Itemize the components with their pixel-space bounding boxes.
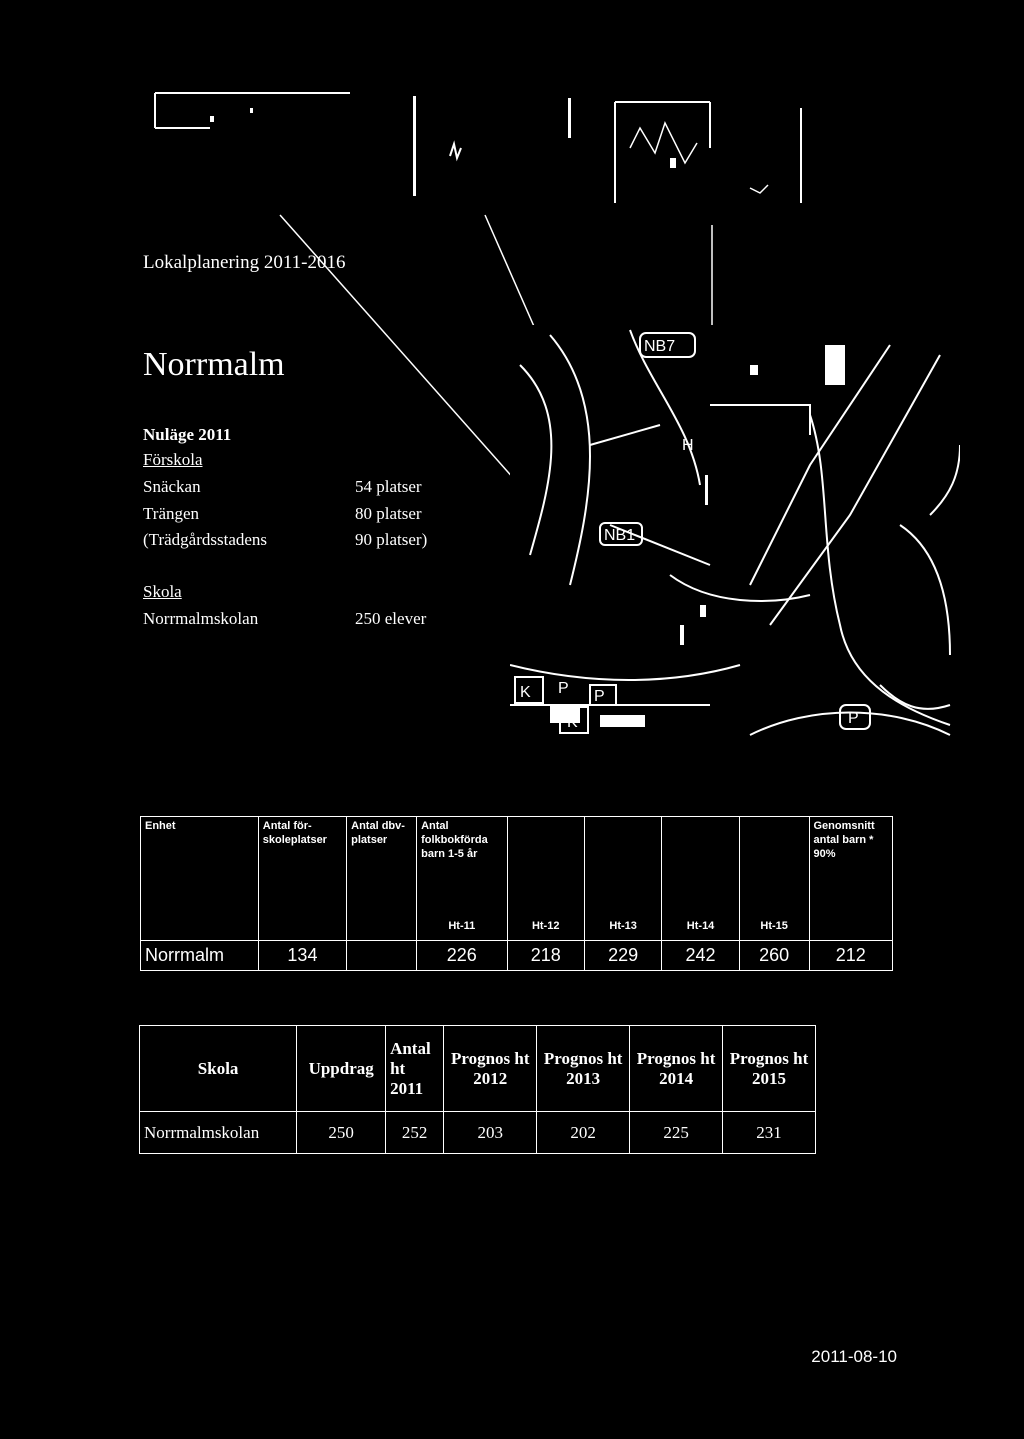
school-heading: Skola <box>143 582 182 601</box>
col-prognos-header: Prognos ht 2013 <box>537 1026 630 1112</box>
preschool-name: (Trädgårdsstadens <box>143 530 268 549</box>
row-value: 229 <box>584 941 661 971</box>
preschool-name: Trängen <box>143 504 200 523</box>
col-skola-header: Skola <box>140 1026 297 1112</box>
row-value: 242 <box>662 941 739 971</box>
year-label: Ht-15 <box>739 913 809 941</box>
row-uppdrag: 250 <box>297 1112 386 1154</box>
row-dbv <box>347 941 417 971</box>
row-prognos: 202 <box>537 1112 630 1154</box>
row-value: 226 <box>417 941 507 971</box>
map-label-k: K <box>567 714 578 731</box>
map-graphic <box>510 325 960 745</box>
page-title: Norrmalm <box>143 346 285 383</box>
col-prognos-header: Prognos ht 2012 <box>444 1026 537 1112</box>
map-label-p: P <box>558 680 569 697</box>
col-prognos-header: Prognos ht 2014 <box>630 1026 723 1112</box>
row-genomsnitt: 212 <box>809 941 893 971</box>
school-forecast-table <box>139 1025 816 1154</box>
col-dbv-header: Antal dbv-platser <box>347 817 417 941</box>
table-cell <box>739 817 809 913</box>
row-enhet: Norrmalm <box>141 941 259 971</box>
year-label: Ht-11 <box>417 913 507 941</box>
row-value: 260 <box>739 941 809 971</box>
school-name: Norrmalmskolan <box>143 609 259 628</box>
map-label-h: H <box>682 437 694 454</box>
row-skola: Norrmalmskolan <box>140 1112 297 1154</box>
preschool-heading: Förskola <box>143 450 203 469</box>
footer-date: 2011-08-10 <box>811 1347 897 1366</box>
row-prognos: 203 <box>444 1112 537 1154</box>
year-label: Ht-14 <box>662 913 739 941</box>
preschool-name: Snäckan <box>143 477 201 496</box>
preschool-capacity: 80 platser <box>355 504 422 523</box>
preschool-forecast-table <box>140 816 893 971</box>
table-row <box>141 941 893 971</box>
preschool-capacity: 90 platser) <box>355 530 428 549</box>
table-cell <box>584 817 661 913</box>
table-cell <box>662 817 739 913</box>
map-label-k: K <box>520 684 531 701</box>
col-uppdrag-header: Uppdrag <box>297 1026 386 1112</box>
map-label-nb7: NB7 <box>644 338 676 355</box>
table-header-row <box>141 817 893 913</box>
table-header-row <box>140 1026 816 1112</box>
area-map <box>510 325 960 745</box>
table-cell <box>507 817 584 913</box>
preschool-capacity: 54 platser <box>355 477 422 496</box>
col-genomsnitt-header: Genomsnitt antal barn * 90% <box>809 817 893 941</box>
map-label-p: P <box>594 688 605 705</box>
page-subtitle: Lokalplanering 2011-2016 <box>143 252 346 273</box>
col-enhet-header: Enhet <box>141 817 259 941</box>
col-antal-header: Antal ht 2011 <box>386 1026 444 1112</box>
col-folkbokforda-header: Antal folkbokförda barn 1-5 år <box>417 817 507 913</box>
map-label-nb1: NB1 <box>604 527 636 544</box>
col-forskola-header: Antal för-skoleplatser <box>258 817 346 941</box>
col-prognos-header: Prognos ht 2015 <box>723 1026 816 1112</box>
row-antal: 252 <box>386 1112 444 1154</box>
status-heading: Nuläge 2011 <box>143 425 232 444</box>
map-label-p: P <box>848 710 859 727</box>
school-capacity: 250 elever <box>355 609 427 628</box>
row-prognos: 231 <box>723 1112 816 1154</box>
row-prognos: 225 <box>630 1112 723 1154</box>
row-value: 218 <box>507 941 584 971</box>
table-row <box>140 1112 816 1154</box>
year-label: Ht-13 <box>584 913 661 941</box>
row-forskola: 134 <box>258 941 346 971</box>
year-label: Ht-12 <box>507 913 584 941</box>
